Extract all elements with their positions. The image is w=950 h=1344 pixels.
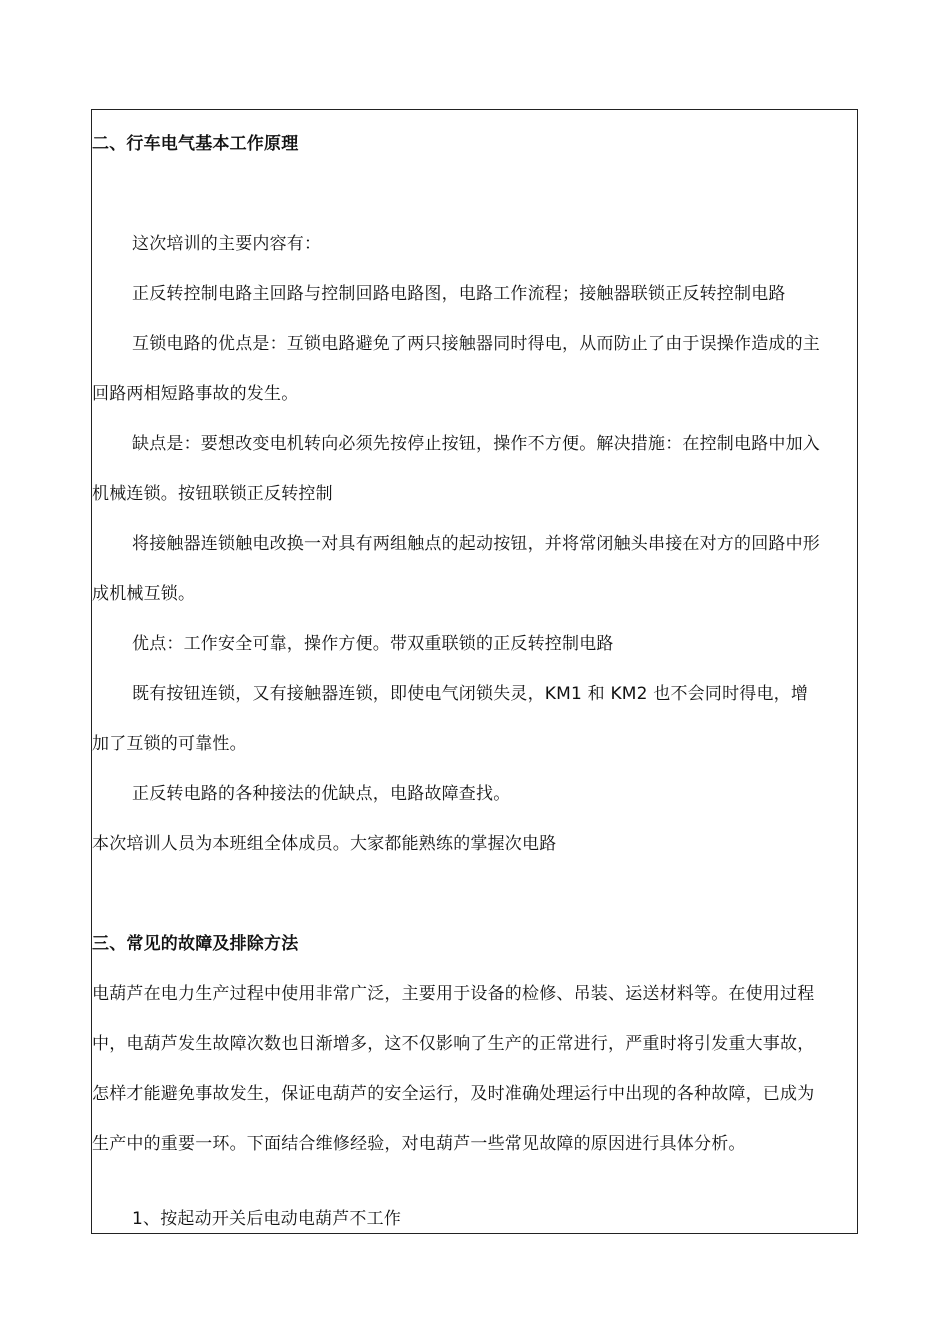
paragraph-text: 既有按钮连锁，又有接触器连锁，即使电气闭锁失灵，KM1 和 KM2 也不会同时得电，增 bbox=[132, 684, 809, 704]
list-item: 1、按起动开关后电动电葫芦不工作 bbox=[132, 1209, 402, 1229]
paragraph-text: 加了互锁的可靠性。 bbox=[92, 734, 247, 754]
border-tick bbox=[857, 158, 858, 210]
section2-heading: 二、行车电气基本工作原理 bbox=[92, 134, 299, 154]
paragraph-text: 将接触器连锁触电改换一对具有两组触点的起动按钮，并将常闭触头串接在对方的回路中形 bbox=[132, 534, 820, 554]
paragraph-text: 缺点是：要想改变电机转向必须先按停止按钮，操作不方便。解决措施：在控制电路中加入 bbox=[132, 434, 820, 454]
section3-heading: 三、常见的故障及排除方法 bbox=[92, 934, 299, 954]
border-tick bbox=[91, 158, 92, 210]
border-tick bbox=[91, 858, 92, 910]
content-frame bbox=[91, 109, 858, 1234]
paragraph-text: 这次培训的主要内容有： bbox=[132, 234, 322, 254]
paragraph-text: 正反转控制电路主回路与控制回路电路图，电路工作流程；接触器联锁正反转控制电路 bbox=[132, 284, 786, 304]
paragraph-text: 成机械互锁。 bbox=[92, 584, 196, 604]
paragraph-text: 互锁电路的优点是：互锁电路避免了两只接触器同时得电，从而防止了由于误操作造成的主 bbox=[132, 334, 820, 354]
paragraph-text: 生产中的重要一环。下面结合维修经验，对电葫芦一些常见故障的原因进行具体分析。 bbox=[92, 1134, 746, 1154]
border-tick bbox=[857, 858, 858, 910]
paragraph-text: 怎样才能避免事故发生，保证电葫芦的安全运行，及时准确处理运行中出现的各种故障，已成为 bbox=[92, 1084, 815, 1104]
paragraph-text: 正反转电路的各种接法的优缺点，电路故障查找。 bbox=[132, 784, 511, 804]
paragraph-text: 回路两相短路事故的发生。 bbox=[92, 384, 299, 404]
paragraph-text: 电葫芦在电力生产过程中使用非常广泛，主要用于设备的检修、吊装、运送材料等。在使用过程 bbox=[92, 984, 815, 1004]
paragraph-text: 中，电葫芦发生故障次数也日渐增多，这不仅影响了生产的正常进行，严重时将引发重大事故， bbox=[92, 1034, 815, 1054]
paragraph-text: 机械连锁。按钮联锁正反转控制 bbox=[92, 484, 333, 504]
paragraph-text: 本次培训人员为本班组全体成员。大家都能熟练的掌握次电路 bbox=[92, 834, 557, 854]
paragraph-text: 优点：工作安全可靠，操作方便。带双重联锁的正反转控制电路 bbox=[132, 634, 614, 654]
